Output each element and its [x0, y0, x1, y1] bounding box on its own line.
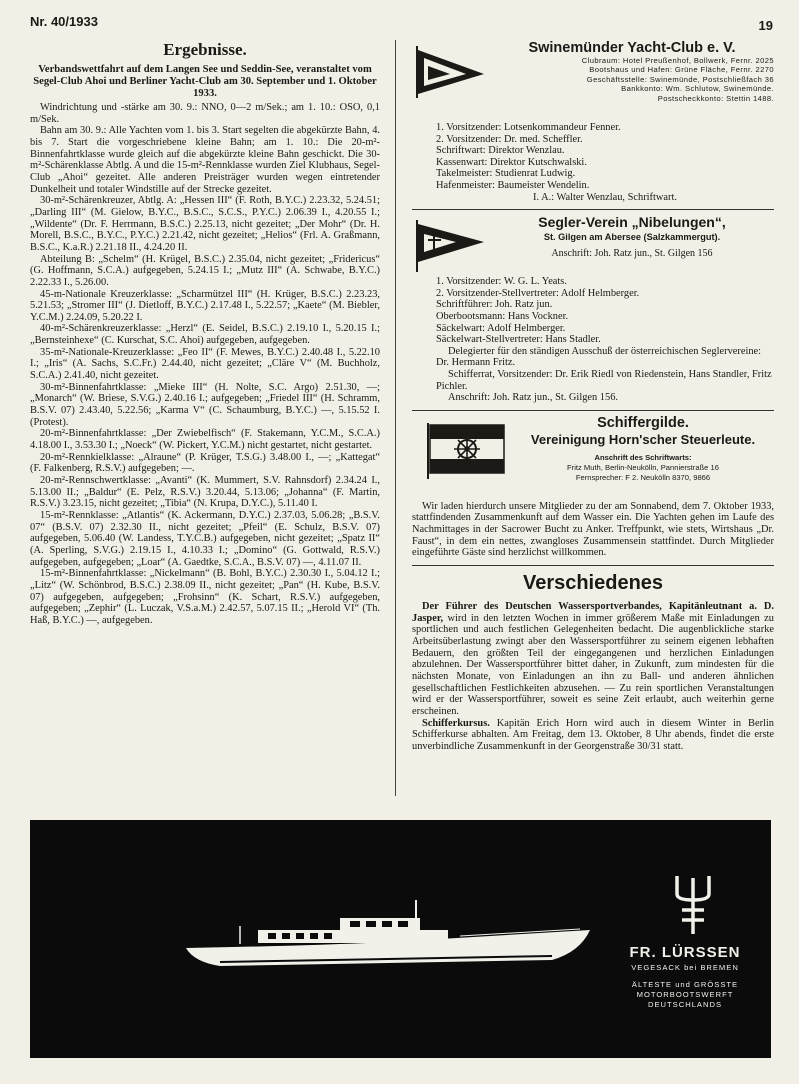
results-column [30, 40, 380, 800]
nibelungen-location: St. Gilgen am Abersee (Salzkammergut). [543, 232, 721, 243]
column-divider [395, 40, 396, 796]
verschiedenes-lead: Schifferkursus. [422, 717, 490, 729]
officer-line: Delegierter für den ständigen Ausschuß der österreichischen Seglervereine: Dr. Hermann Fritz. [436, 345, 762, 369]
results-headline: Verbandswettfahrt auf dem Langen See und Seddin-See, veranstaltet vom Segel-Club Ahoi und Berliner Yacht-Club am 30. September und 1. Oktober 1933. [33, 64, 377, 99]
club-pennant-icon [414, 44, 486, 100]
club-pennant-icon [414, 218, 486, 274]
nibelungen-officers [412, 276, 774, 404]
results-paragraph: Windrichtung und -stärke am 30. 9.: NNO, 0—2 m/Sek.; am 1. 10.: OSO, 0,1 m/Sek. [30, 102, 380, 125]
luerssen-trident-logo-icon [670, 872, 716, 938]
officer-line: Anschrift: Joh. Ratz jun., St. Gilgen 156. [448, 392, 618, 404]
results-paragraph: 45-m-Nationale Kreuzerklasse: „Scharmützel III“ (H. Krüger, B.S.C.) 2.23.23, 5.21.53; „Stromer III“ (J. Dietloff, B.Y.C.) 2.17.48 I., 5.22.57; „Kaete“ (M. Biebler, Y.C.M.) 2.24.09, 5.20.22 I. [30, 288, 380, 323]
officer-line: I. A.: Walter Wenzlau, Schriftwart. [533, 191, 677, 203]
section-rule [412, 410, 774, 411]
verschiedenes-lead: Der Führer des Deutschen Wassersportverbandes, Kapitänleutnant a. D. Jasper, [412, 600, 774, 624]
club-info-line: Bankkonto: Wm. Schlutow, Swinemünde. [621, 84, 774, 94]
schiffergilde-text: Wir laden hierdurch unsere Mitglieder zu der am Sonnabend, dem 7. Oktober 1933, stattfindenden Zusammenkunft auf dem Wasser ein. Die Yachten gehen im Laufe des Nachmittages in der Sacrower Bucht zu Anker. Treffpunkt, wie stets, Wirtshaus „Dr. Faust“, in dem ein nettes, zwangloses Zusammensein stattfindet. Durch Mitglieder eingeführte Gäste sind herzlichst willkommen. [412, 500, 774, 559]
verschiedenes-paragraph [412, 601, 774, 718]
ad-slogan-line: DEUTSCHLANDS [647, 1000, 723, 1009]
club-info-line: Geschäftsstelle: Swinemünde, Postschließfach 36 [586, 74, 774, 84]
results-paragraph: 40-m²-Schärenkreuzerklasse: „Herzl“ (E. Seidel, B.S.C.) 2.19.10 I., 5.20.15 I.; „Bernsteinhexe“ (C. Kurschat, S.C. Ahoi) aufgegeben, aufgegeben. [30, 323, 380, 347]
ad-slogan-line: MOTORBOOTSWERFT [636, 990, 734, 999]
section-rule [412, 209, 774, 210]
schiffergilde-notice [412, 415, 774, 559]
section-rule [412, 565, 774, 566]
results-paragraph: 35-m²-Nationale-Kreuzerklasse: „Feo II“ (F. Mewes, B.Y.C.) 2.40.48 I., 5.22.10 I.; „Iris“ (A. Sachs, S.C.Fr.) 2.44.40, nicht gezeitet; „Cläre V“ (M. Buchholz, S.C.A.) 2.41.40, nicht gezeitet. [30, 346, 380, 382]
club-info-line: Bootshaus und Hafen: Grüne Fläche, Fernr. 2270 [589, 65, 774, 75]
luerssen-advertisement [30, 820, 771, 1058]
results-paragraph: 30-m²-Binnenfahrtklasse: „Mieke III“ (H. Nolte, S.C. Argo) 2.51.30, —; „Monarch“ (W. Briese, S.V.G.) 2.40.16 I.; aufgegeben; „Friedel III“ (H. Schramm, B.S.V. 07) 2.43.40, 5.22.56; „Karma V“ (C. Schaumburg, B.Y.C.) —, 5.15.52 I. (Protest). [30, 381, 380, 428]
nibelungen-club-name: Segler-Verein „Nibelungen“, [538, 214, 726, 231]
results-paragraph: 20-m²-Rennkielklasse: „Alraune“ (P. Krüger, T.S.G.) 3.48.00 I., —; „Kattegat“ (F. Falkenberg, R.S.V.) aufgegeben; —. [30, 451, 380, 475]
nibelungen-club-notice [412, 214, 774, 404]
swinemuende-officers [412, 122, 774, 203]
officer-line: 1. Vorsitzender: Lotsenkommandeur Fenner. [436, 122, 621, 133]
ad-brand-name: FR. LÜRSSEN [629, 944, 741, 961]
officer-line: 2. Vorsitzender-Stellvertreter: Adolf Helmberger. [436, 287, 640, 299]
swinemuende-club-notice [412, 40, 774, 203]
officer-line: Schriftwart: Direktor Wenzlau. [436, 145, 565, 157]
officer-line: Oberbootsmann: Hans Vockner. [436, 310, 569, 322]
schiffergilde-phone: Fernsprecher: F 2. Neukölln 8370, 9866 [575, 472, 711, 482]
schiffergilde-subtitle: Vereinigung Horn'scher Steuerleute. [530, 431, 756, 447]
ad-place: VEGESACK bei BREMEN [631, 963, 739, 972]
schiffergilde-address: Fritz Muth, Berlin-Neukölln, Pannierstraße 16 [567, 462, 719, 472]
ship-wheel-flag-icon [426, 423, 506, 479]
officer-line: 1. Vorsitzender: W. G. L. Yeats. [436, 276, 567, 288]
page-number: 19 [758, 18, 773, 33]
officer-line: Hafenmeister: Baumeister Wendelin. [436, 179, 590, 191]
officer-line: Takelmeister: Studienrat Ludwig. [436, 168, 576, 180]
verschiedenes-title: Verschiedenes [522, 571, 664, 594]
results-paragraph: 15-m²-Binnenfahrtklasse: „Nickelmann“ (B. Bohl, B.Y.C.) 2.30.30 I., 5.04.12 I.; „Litz“ (W. Schönbrod, B.S.C.) 2.38.09 II., nicht gezeitet; „Pan“ (H. Kube, B.S.V. 07) aufgegeben, aufgegeben; „Frohsinn“ (K. Schart, R.S.V.) aufgegeben, aufgegeben; „Zephir“ (L. Luczak, V.S.a.M.) 2.42.57, 5.07.15 II.; „Herold VI“ (Th. Haß, B.Y.C.) —, aufgegeben. [30, 568, 380, 626]
verschiedenes-paragraph [412, 718, 774, 753]
clubs-column [412, 40, 774, 808]
schiffergilde-address-label: Anschrift des Schriftwarts: [594, 452, 692, 462]
results-paragraph: Abteilung B: „Schelm“ (H. Krügel, B.S.C.) 2.35.04, nicht gezeitet; „Fridericus“ (G. Hoffmann, S.C.A.) aufgegeben, 5.24.15 I.; „Mutz III“ (A. Schwabe, B.Y.C.) 2.22.33 I., 5.26.00. [30, 253, 380, 288]
verschiedenes-body: Kapitän Erich Horn wird auch in diesem Winter in Berlin Schifferkurse abhalten. Am Freitag, dem 13. Oktober, 8 Uhr abends, findet die erste unverbindliche Zusammenkunft in der Georgenstraße 30/31 statt. [412, 717, 774, 752]
ad-slogan-line: ÄLTESTE und GRÖSSTE [631, 980, 739, 989]
swinemuende-club-name: Swinemünder Yacht-Club e. V. [528, 40, 736, 56]
motor-yacht-illustration [180, 896, 600, 976]
issue-number: Nr. 40/1933 [30, 14, 98, 29]
club-info-line: Postscheckkonto: Stettin 1488. [657, 93, 774, 103]
results-title: Ergebnisse. [163, 40, 247, 59]
officer-line: 2. Vorsitzender: Dr. med. Scheffler. [436, 133, 583, 145]
results-paragraph: 20-m²-Rennschwertklasse: „Avanti“ (K. Mummert, S.V. Rahnsdorf) 2.34.24 I., 5.13.00 II.; „Baldur“ (E. Pelz, R.S.V.) 3.20.44, 5.13.06; „Johanna“ (F. Martin, R.S.V.) 3.23.15, nicht gezeitet; „Tibia“ (N. Krupa, D.Y.C.), 5.11.40 I. [30, 475, 380, 510]
page-header [30, 14, 773, 38]
luerssen-brand-block [616, 944, 754, 1010]
officer-line: Schriftführer: Joh. Ratz jun. [436, 299, 553, 311]
results-paragraph: 30-m²-Schärenkreuzer, Abtlg. A: „Hessen III“ (F. Roth, B.Y.C.) 2.23.32, 5.24.51; „Darling III“ (M. Gielow, B.Y.C., B.S.C., S.C.S., P.Y.C.) 2.06.39 I., 4.20.55 I.; „Wildente“ (Dr. F. Herrmann, B.S.C.) 2.25.13, nicht gezeitet; „Der Mohr“ (Dr. H. Morell, B.S.C., B.Y.C., P.Y.C.) 2.21.42, nicht gezeitet; „Helios“ (Frl. A. Graßmann, B.S.C., K.a.R.) 2.21.18 II., 4.24.20 II. [30, 195, 380, 253]
results-paragraph: 20-m²-Binnenfahrtklasse: „Der Zwiebelfisch“ (F. Stakemann, Y.C.M., S.C.A.) 4.18.00 I., 3.53.30 I.; „Noeck“ (W. Pickert, Y.C.M.) nicht gestartet, nicht gestartet. [30, 428, 380, 452]
officer-line: Säckelwart-Stellvertreter: Hans Stadler. [436, 334, 601, 346]
officer-line: Schifferrat, Vorsitzender: Dr. Erik Riedl von Riedenstein, Hans Standler, Fritz Pichler. [436, 368, 772, 392]
club-info-line: Clubraum: Hotel Preußenhof, Bollwerk, Fernr. 2025 [581, 56, 774, 65]
schiffergilde-title: Schiffergilde. [597, 414, 689, 431]
officer-line: Säckelwart: Adolf Helmberger. [436, 322, 566, 334]
results-paragraph: Bahn am 30. 9.: Alle Yachten vom 1. bis 3. Start segelten die abgekürzte Bahn, 4. bis 7. Start die vorgeschriebene kleine Bahn; am 1. 10.: Die 20-m²-Binnenfahrtklasse wurde gleich auf die abgekürzte kleine Bahn geschickt. Die 30-m²-Schärenklasse Abtlg. A und die 15-m²-Rennklasse wurden Ziel Klubhaus, Segel-Club „Ahoi“ gezeitet. Alle anderen Preisträger wurden wegen eintretender Dunkelheit und totaler Windstille auf der Strecke gezeitet. [30, 125, 380, 195]
verschiedenes-body: wird in den letzten Wochen in immer größerem Maße mit Einladungen zu sportlichen und auch festlichen Gelegenheiten bedacht. Die augenblickliche starke Arbeitsüberlastung zwingt aber den Wassersportführer zu seinem eigenen lebhaften Bedauern, den größten Teil der eingegangenen und herzlichen Einladungen abzulehnen. Der Wassersportführer bittet daher, in Zukunft, zum mindesten für die nächsten Monate, von Einladungen an ihn zu Ball- und anderen ähnlichen gesellschaftlichen Festlichkeiten abzusehen. — Zu rein sportlichen Veranstaltungen wird er der Wassersportführer, soweit es seine Zeit erlaubt, auch weiterhin gerne erscheinen. [412, 612, 774, 717]
results-paragraph: 15-m²-Rennklasse: „Atlantis“ (K. Ackermann, D.Y.C.) 2.37.03, 5.06.28; „B.S.V. 07“ (B.S.V. 07) 2.32.30 II., nicht gezeitet; „Pfeil“ (E. Schulz, B.S.V. 07) aufgegeben, 5.06.40 (W. Landess, T.Y.C.B.) aufgegeben, nicht gezeitet; „Spatz II“ (A. Sperling, S.V.G.) 2.19.15 I., 4.10.33 I.; „Domino“ (G. Gottwald, R.S.V.) aufgegeben, aufgegeben; „Loar“ (A. Gaedtke, S.C.A., B.S.V. 07) —, 4.11.07 II. [30, 509, 380, 568]
officer-line: Kassenwart: Direktor Kutschwalski. [436, 156, 587, 168]
nibelungen-address: Anschrift: Joh. Ratz jun., St. Gilgen 156 [551, 248, 713, 260]
